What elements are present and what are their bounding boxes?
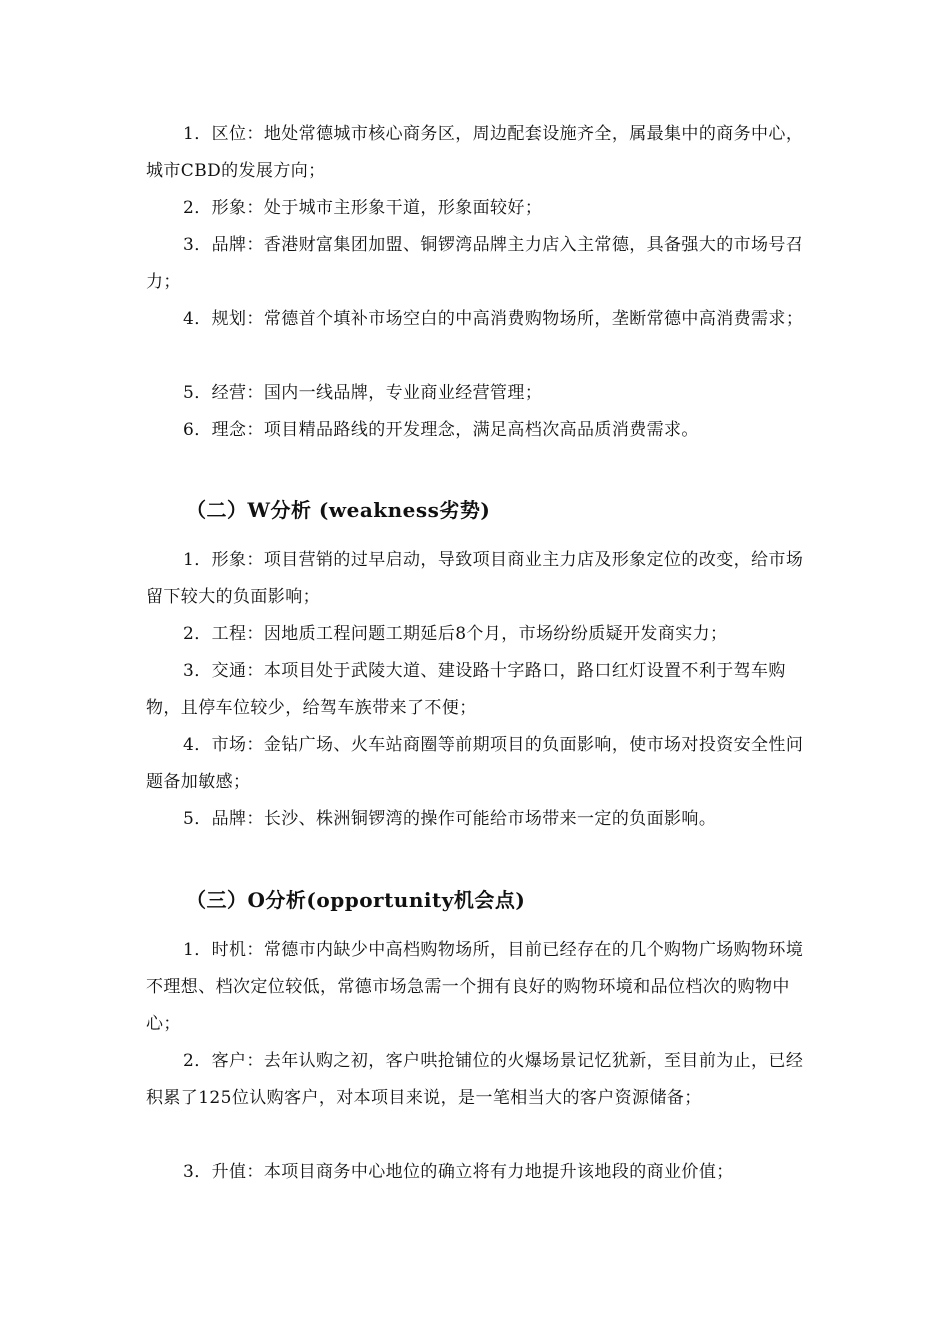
s-item-1: 1．区位：地处常德城市核心商务区，周边配套设施齐全，属最集中的商务中心，城市CBD的发展方向；	[146, 124, 804, 181]
w-item-3: 3．交通：本项目处于武陵大道、建设路十字路口，路口红灯设置不利于驾车购物，且停车位较少，给驾车族带来了不便；	[146, 661, 786, 718]
w-item-1: 1．形象：项目营销的过早启动，导致项目商业主力店及形象定位的改变，给市场留下较大的负面影响；	[146, 550, 804, 607]
w-item-4: 4．市场：金钻广场、火车站商圈等前期项目的负面影响，使市场对投资安全性问题备加敏感；	[146, 735, 804, 792]
section-heading-opportunity: （三）O分析(opportunity机会点)	[186, 888, 526, 912]
o-item-1: 1．时机：常德市内缺少中高档购物场所，目前已经存在的几个购物广场购物环境不理想、档次定位较低，常德市场急需一个拥有良好的购物环境和品位档次的购物中心；	[146, 940, 804, 1034]
s-item-6: 6．理念：项目精品路线的开发理念，满足高档次高品质消费需求。	[183, 420, 699, 440]
s-item-3: 3．品牌：香港财富集团加盟、铜锣湾品牌主力店入主常德，具备强大的市场号召力；	[146, 235, 804, 292]
s-item-4: 4．规划：常德首个填补市场空白的中高消费购物场所，垄断常德中高消费需求；	[183, 309, 804, 329]
o-item-2: 2．客户：去年认购之初，客户哄抢铺位的火爆场景记忆犹新，至目前为止，已经积累了125位认购客户，对本项目来说，是一笔相当大的客户资源储备；	[146, 1051, 804, 1108]
w-item-2: 2．工程：因地质工程问题工期延后8个月，市场纷纷质疑开发商实力；	[183, 624, 728, 644]
s-item-5: 5．经营：国内一线品牌，专业商业经营管理；	[183, 383, 543, 403]
section-heading-weakness: （二）W分析 (weakness劣势)	[186, 498, 491, 522]
o-item-3: 3．升值：本项目商务中心地位的确立将有力地提升该地段的商业价值；	[183, 1162, 734, 1182]
s-item-2: 2．形象：处于城市主形象干道，形象面较好；	[183, 198, 543, 218]
w-item-5: 5．品牌：长沙、株洲铜锣湾的操作可能给市场带来一定的负面影响。	[183, 809, 717, 829]
